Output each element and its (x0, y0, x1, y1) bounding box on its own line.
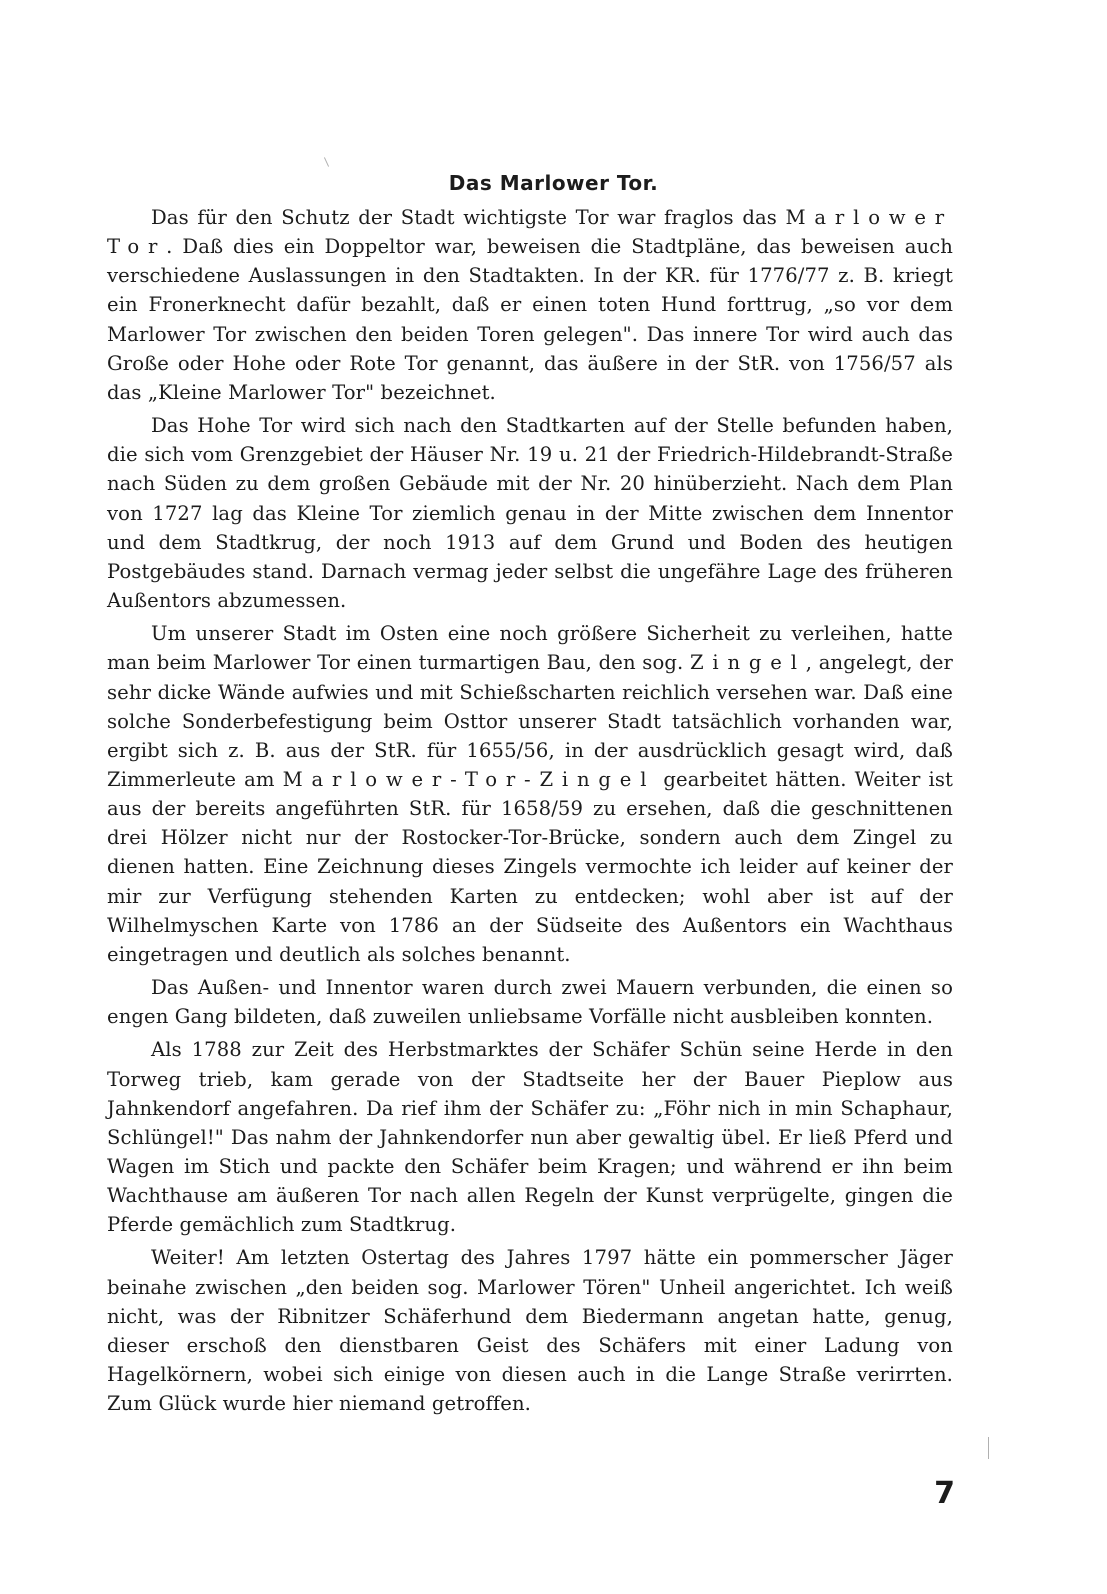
paragraph-3-text-a: Um unserer Stadt im Osten eine noch größere Sicherheit zu verleihen, hatte man beim Marlower Tor einen turmartigen Bau, den sog. (107, 622, 953, 675)
paragraph-1 (107, 203, 953, 407)
spaced-name-marlower-tor-zingel: Marlower-Tor-Zingel (282, 767, 656, 791)
spaced-name-marlower-tor: Marlower Tor (107, 206, 953, 259)
paragraph-3-text-b: , angelegt, der sehr dicke Wände aufwies und mit Schießscharten reichlich versehen war. Daß eine solche Sonderbefestigung beim Osttor unserer Stadt tatsächlich vorhanden war, ergibt sich z. B. aus der StR. für 1655/56, in der ausdrücklich gesagt wird, daß Zimmerleute am (107, 651, 953, 791)
section-heading: Das Marlower Tor. (448, 171, 659, 195)
paragraph-3-text-c: gearbeitet hätten. Weiter ist aus der bereits angeführten StR. für 1658/59 zu ersehen, daß die geschnittenen drei Hölzer nicht nur der Rostocker-Tor-Brücke, sondern auch dem Zingel zu dienen hatten. Eine Zeichnung dieses Zingels vermochte ich leider auf keiner der mir zur Verfügung stehenden Karten zu entdecken; wohl aber ist auf der Wilhelmyschen Karte von 1786 an der Südseite des Außentors ein Wachthaus eingetragen und deutlich als solches benannt. (107, 767, 953, 966)
paragraph-1-text-a: Das für den Schutz der Stadt wichtigste Tor war fraglos das (151, 206, 786, 229)
paragraph-4: Das Außen- und Innentor waren durch zwei Mauern verbunden, die einen so engen Gang bildeten, daß zuweilen unliebsame Vorfälle nicht ausbleiben konnten. (107, 976, 953, 1029)
scan-speck-mark (988, 1437, 989, 1459)
spaced-name-zingel: Zingel (689, 651, 806, 675)
body-text (107, 203, 953, 1418)
scan-speck-mark (324, 157, 329, 166)
paragraph-2: Das Hohe Tor wird sich nach den Stadtkarten auf der Stelle befunden haben, die sich vom Grenzgebiet der Häuser Nr. 19 u. 21 der Friedrich-Hildebrandt-Straße nach Süden zu dem großen Gebäude mit der Nr. 20 hinüberzieht. Nach dem Plan von 1727 lag das Kleine Tor ziemlich genau in der Mitte zwischen dem Innentor und dem Stadtkrug, der noch 1913 auf dem Grund und Boden des heutigen Postgebäudes stand. Darnach vermag jeder selbst die ungefähre Lage des früheren Außentors abzumessen. (107, 414, 953, 613)
paragraph-6: Weiter! Am letzten Ostertag des Jahres 1797 hätte ein pommerscher Jäger beinahe zwischen „den beiden sog. Marlower Tören" Unheil angerichtet. Ich weiß nicht, was der Ribnitzer Schäferhund dem Biedermann angetan hatte, genug, dieser erschoß den dienstbaren Geist des Schäfers mit einer Ladung von Hagelkörnern, wobei sich einige von diesen auch in die Lange Straße verirrten. Zum Glück wurde hier niemand getroffen. (107, 1246, 953, 1416)
page-number: 7 (934, 1476, 955, 1511)
paragraph-1-text-b: . Daß dies ein Doppeltor war, beweisen die Stadtpläne, das beweisen auch verschiedene Auslassungen in den Stadtakten. In der KR. für 1776/77 z. B. kriegt ein Fronerknecht dafür bezahlt, daß er einen toten Hund forttrug, „so vor dem Marlower Tor zwischen den beiden Toren gelegen". Das innere Tor wird auch das Große oder Hohe oder Rote Tor genannt, das äußere in der StR. von 1756/57 als das „Kleine Marlower Tor" bezeichnet. (107, 235, 953, 404)
paragraph-5: Als 1788 zur Zeit des Herbstmarktes der Schäfer Schün seine Herde in den Torweg trieb, kam gerade von der Stadtseite her der Bauer Pieplow aus Jahnkendorf angefahren. Da rief ihm der Schäfer zu: „Föhr nich in min Schaphaur, Schlüngel!" Das nahm der Jahnkendorfer nun aber gewaltig übel. Er ließ Pferd und Wagen im Stich und packte den Schäfer beim Kragen; und während er ihn beim Wachthause am äußeren Tor nach allen Regeln der Kunst verprügelte, gingen die Pferde gemächlich zum Stadtkrug. (107, 1038, 953, 1237)
paragraph-3 (107, 619, 953, 969)
